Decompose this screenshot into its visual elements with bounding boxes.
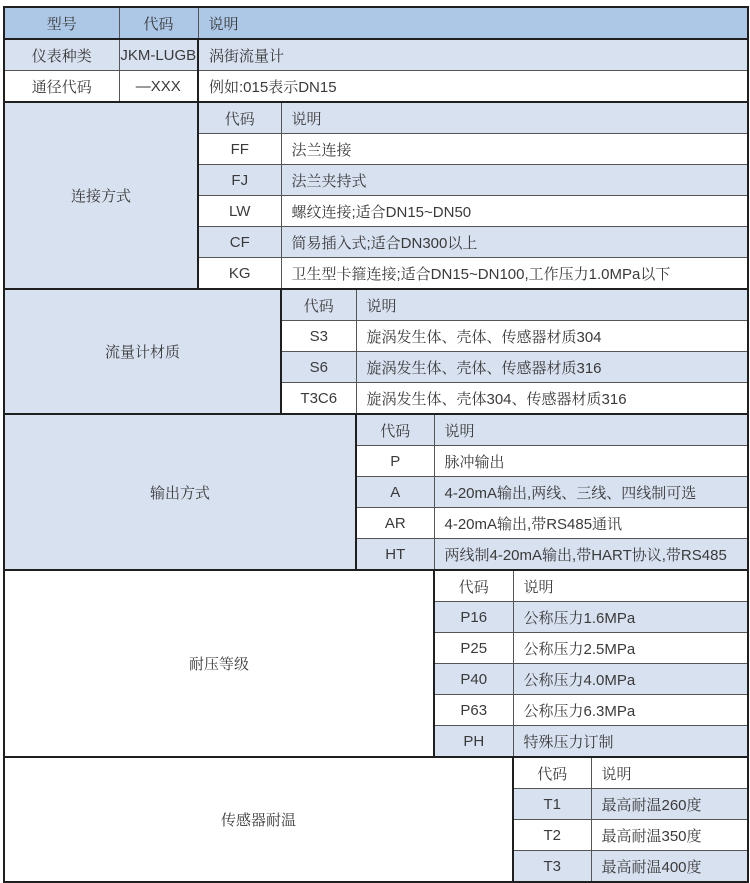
instrument-type-code: JKM-LUGB: [119, 39, 198, 71]
spec-table: [3, 6, 749, 883]
section-temperature-label: 传感器耐温: [4, 757, 513, 882]
material-subheader-code: 代码: [281, 289, 356, 321]
out-a-desc: 4-20mA输出,两线、三线、四线制可选: [434, 477, 748, 508]
col-header-model: 型号: [4, 7, 119, 39]
conn-kg-code: KG: [198, 258, 281, 290]
material-subheader-desc: 说明: [356, 289, 748, 321]
section-material-label: 流量计材质: [4, 289, 281, 414]
pressure-subheader-code: 代码: [434, 570, 513, 602]
mat-s6-code: S6: [281, 352, 356, 383]
section-pressure-label: 耐压等级: [4, 570, 434, 757]
connection-subheader-desc: 说明: [281, 102, 748, 134]
pres-ph-desc: 特殊压力订制: [513, 726, 748, 758]
material-subheader-row: [4, 289, 748, 321]
temp-t2-desc: 最高耐温350度: [591, 820, 748, 851]
mat-s6-desc: 旋涡发生体、壳体、传感器材质316: [356, 352, 748, 383]
temperature-subheader-row: [4, 757, 748, 789]
temperature-subheader-desc: 说明: [591, 757, 748, 789]
output-subheader-code: 代码: [356, 414, 434, 446]
connection-subheader-row: [4, 102, 748, 134]
out-ar-code: AR: [356, 508, 434, 539]
mat-t3c6-code: T3C6: [281, 383, 356, 415]
output-subheader-row: [4, 414, 748, 446]
pres-p63-code: P63: [434, 695, 513, 726]
section-connection-label: 连接方式: [4, 102, 198, 289]
conn-cf-desc: 简易插入式;适合DN300以上: [281, 227, 748, 258]
conn-ff-desc: 法兰连接: [281, 134, 748, 165]
pres-p25-code: P25: [434, 633, 513, 664]
pres-p16-code: P16: [434, 602, 513, 633]
pres-p40-desc: 公称压力4.0MPa: [513, 664, 748, 695]
conn-lw-code: LW: [198, 196, 281, 227]
pres-p40-code: P40: [434, 664, 513, 695]
instrument-type-desc: 涡街流量计: [198, 39, 748, 71]
pres-p25-desc: 公称压力2.5MPa: [513, 633, 748, 664]
col-header-desc: 说明: [198, 7, 748, 39]
output-subheader-desc: 说明: [434, 414, 748, 446]
section-output-label: 输出方式: [4, 414, 356, 570]
pressure-subheader-row: [4, 570, 748, 602]
conn-ff-code: FF: [198, 134, 281, 165]
out-ht-code: HT: [356, 539, 434, 571]
mat-t3c6-desc: 旋涡发生体、壳体304、传感器材质316: [356, 383, 748, 415]
conn-fj-code: FJ: [198, 165, 281, 196]
col-header-code: 代码: [119, 7, 198, 39]
conn-kg-desc: 卫生型卡箍连接;适合DN15~DN100,工作压力1.0MPa以下: [281, 258, 748, 290]
diameter-code-label: 通径代码: [4, 71, 119, 103]
temp-t1-desc: 最高耐温260度: [591, 789, 748, 820]
conn-lw-desc: 螺纹连接;适合DN15~DN50: [281, 196, 748, 227]
conn-fj-desc: 法兰夹持式: [281, 165, 748, 196]
pressure-subheader-desc: 说明: [513, 570, 748, 602]
mat-s3-desc: 旋涡发生体、壳体、传感器材质304: [356, 321, 748, 352]
out-ht-desc: 两线制4-20mA输出,带HART协议,带RS485: [434, 539, 748, 571]
connection-subheader-code: 代码: [198, 102, 281, 134]
out-a-code: A: [356, 477, 434, 508]
out-p-desc: 脉冲输出: [434, 446, 748, 477]
diameter-code-code: —XXX: [119, 71, 198, 103]
pres-ph-code: PH: [434, 726, 513, 758]
out-ar-desc: 4-20mA输出,带RS485通讯: [434, 508, 748, 539]
diameter-code-row: [4, 71, 748, 103]
temp-t1-code: T1: [513, 789, 591, 820]
out-p-code: P: [356, 446, 434, 477]
main-header-row: [4, 7, 748, 39]
diameter-code-desc: 例如:015表示DN15: [198, 71, 748, 103]
conn-cf-code: CF: [198, 227, 281, 258]
temp-t3-desc: 最高耐温400度: [591, 851, 748, 883]
pres-p63-desc: 公称压力6.3MPa: [513, 695, 748, 726]
mat-s3-code: S3: [281, 321, 356, 352]
temp-t3-code: T3: [513, 851, 591, 883]
instrument-type-row: [4, 39, 748, 71]
instrument-type-label: 仪表种类: [4, 39, 119, 71]
temperature-subheader-code: 代码: [513, 757, 591, 789]
temp-t2-code: T2: [513, 820, 591, 851]
pres-p16-desc: 公称压力1.6MPa: [513, 602, 748, 633]
